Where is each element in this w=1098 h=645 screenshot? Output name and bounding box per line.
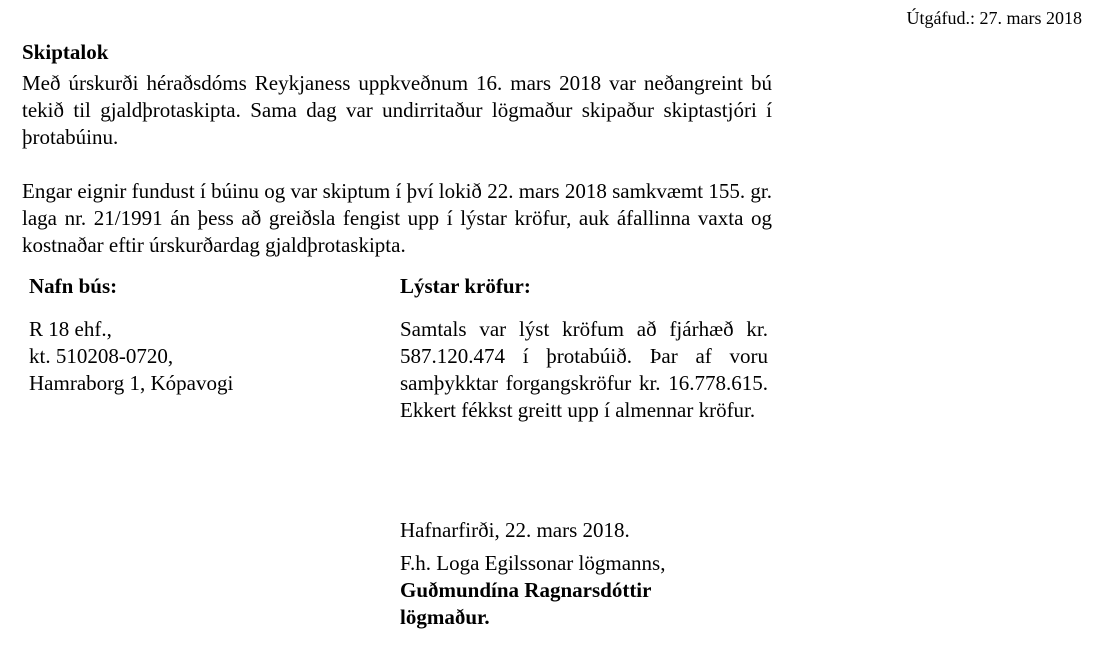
publication-date: Útgáfud.: 27. mars 2018 xyxy=(906,8,1082,28)
estate-address: Hamraborg 1, Kópavogi xyxy=(29,371,234,395)
notice-paragraph-closure: Engar eignir fundust í búinu og var skiptum í því lokið 22. mars 2018 samkvæmt 155. gr. laga nr. 21/1991 án þess að greiðsla fengist upp í lýstar kröfur, auk áfallinna vaxta og kostnaðar eftir úrskurðardag gjaldþrotaskipta. xyxy=(22,179,772,257)
signatory-title: lögmaður. xyxy=(400,605,490,629)
claims-text: Samtals var lýst kröfum að fjárhæð kr. 587.120.474 í þrotabúið. Þar af voru samþykktar forgangskröfur kr. 16.778.615. Ekkert fékkst greitt upp í almennar kröfur. xyxy=(400,317,768,422)
estate-name: R 18 ehf., xyxy=(29,317,112,341)
signature-block xyxy=(400,550,665,631)
notice-heading: Skiptalok xyxy=(22,40,109,64)
estate-name-header: Nafn bús: xyxy=(29,274,118,298)
estate-details xyxy=(29,316,233,397)
claims-header: Lýstar kröfur: xyxy=(400,274,531,298)
place-and-date: Hafnarfirði, 22. mars 2018. xyxy=(400,518,630,542)
estate-kennitala: kt. 510208-0720, xyxy=(29,344,174,368)
signature-on-behalf: F.h. Loga Egilssonar lögmanns, xyxy=(400,551,666,575)
signatory-name: Guðmundína Ragnarsdóttir xyxy=(400,578,652,602)
notice-paragraph-ruling: Með úrskurði héraðsdóms Reykjaness uppkveðnum 16. mars 2018 var neðangreint bú tekið til gjaldþrotaskipta. Sama dag var undirritaður lögmaður skipaður skiptastjóri í þrotabúinu. xyxy=(22,71,772,149)
